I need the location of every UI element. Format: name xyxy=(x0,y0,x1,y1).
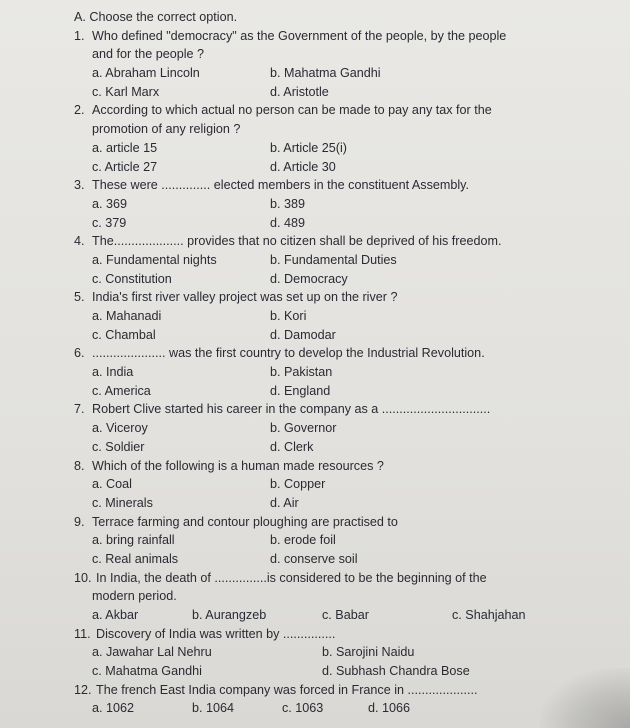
question-4: 4. The.................... provides that no citizen shall be deprived of his freedom. xyxy=(74,234,502,249)
question-9-options-row1 xyxy=(74,531,580,550)
question-2: 2. According to which actual no person can be made to pay any tax for the xyxy=(74,103,492,118)
question-8-options-row2 xyxy=(74,494,580,513)
option: b. Fundamental Duties xyxy=(270,252,397,267)
question-11: 11. Discovery of India was written by ............... xyxy=(74,626,336,641)
option: a. article 15 xyxy=(92,140,158,155)
option: d. 1066 xyxy=(368,701,411,716)
question-11-options-row2 xyxy=(74,662,580,681)
option: b. 1064 xyxy=(192,701,235,716)
option: c. Chambal xyxy=(92,327,156,342)
question-6-options-row2 xyxy=(74,382,580,401)
question-5: 5. India's first river valley project was set up on the river ? xyxy=(74,290,398,305)
question-2-cont: promotion of any religion ? xyxy=(92,122,241,137)
question-1-options-row2 xyxy=(74,83,580,102)
option: a. Mahanadi xyxy=(92,309,162,323)
option: d. 489 xyxy=(270,215,306,230)
option: c. 379 xyxy=(92,215,127,230)
option: d. Article 30 xyxy=(270,159,336,174)
question-12: 12. The french East India company was forced in France in .................... xyxy=(74,682,478,697)
question-2-options-row2 xyxy=(74,158,580,177)
question-7-options-row1 xyxy=(74,419,580,438)
option: c. Mahatma Gandhi xyxy=(92,664,202,679)
option: a. Viceroy xyxy=(92,421,148,436)
option: b. Kori xyxy=(270,309,307,323)
question-10-options xyxy=(74,606,580,625)
option: d. Subhash Chandra Bose xyxy=(322,664,470,679)
option: b. Mahatma Gandhi xyxy=(270,66,381,81)
option: a. Akbar xyxy=(92,608,139,622)
option: b. Copper xyxy=(270,477,326,492)
option: a. 369 xyxy=(92,196,128,211)
option: c. 1063 xyxy=(282,701,324,716)
question-1-cont: and for the people ? xyxy=(92,47,205,62)
question-10-cont: modern period. xyxy=(92,589,177,604)
question-1-options-row1 xyxy=(74,64,580,83)
question-4-options-row1 xyxy=(74,251,580,270)
question-6: 6. ..................... was the first country to develop the Industrial Revolution. xyxy=(74,346,485,361)
question-7-options-row2 xyxy=(74,438,580,457)
option: c. Article 27 xyxy=(92,159,158,174)
question-5-options-row1 xyxy=(74,307,580,326)
option: a. Abraham Lincoln xyxy=(92,66,200,81)
option: d. Clerk xyxy=(270,439,314,454)
option: b. Pakistan xyxy=(270,365,333,380)
question-5-options-row2 xyxy=(74,326,580,345)
question-3: 3. These were .............. elected members in the constituent Assembly. xyxy=(74,178,470,193)
option: a. bring rainfall xyxy=(92,533,175,548)
question-10: 10. In India, the death of ...............is considered to be the beginning of the xyxy=(74,570,487,585)
option: a. Coal xyxy=(92,477,132,492)
option: b. Aurangzeb xyxy=(192,608,267,622)
option: d. conserve soil xyxy=(270,551,358,566)
option: b. Governor xyxy=(270,421,337,436)
option: b. 389 xyxy=(270,196,306,211)
option: c. Shahjahan xyxy=(452,608,526,622)
option: a. India xyxy=(92,365,134,380)
option: c. America xyxy=(92,383,151,398)
question-7: 7. Robert Clive started his career in the company as a ............................... xyxy=(74,402,491,417)
option: c. Karl Marx xyxy=(92,84,160,99)
option: d. Democracy xyxy=(270,271,348,286)
question-3-options-row1 xyxy=(74,195,580,214)
question-2-options-row1 xyxy=(74,139,580,158)
question-8-options-row1 xyxy=(74,475,580,494)
option: c. Soldier xyxy=(92,439,145,454)
question-3-options-row2 xyxy=(74,214,580,233)
option: d. England xyxy=(270,383,331,398)
question-12-options xyxy=(74,699,580,718)
option: a. 1062 xyxy=(92,701,135,716)
option: b. Article 25(i) xyxy=(270,140,347,155)
question-11-options-row1 xyxy=(74,643,580,662)
question-4-options-row2 xyxy=(74,270,580,289)
option: a. Fundamental nights xyxy=(92,252,217,267)
option: b. erode foil xyxy=(270,533,336,548)
question-8: 8. Which of the following is a human made resources ? xyxy=(74,458,384,473)
shadow xyxy=(540,668,630,728)
option: d. Air xyxy=(270,495,299,510)
question-9: 9. Terrace farming and contour ploughing are practised to xyxy=(74,514,398,529)
question-1: 1. Who defined "democracy" as the Government of the people, by the people xyxy=(74,28,507,43)
option: d. Aristotle xyxy=(270,84,329,99)
option: c. Constitution xyxy=(92,271,172,286)
question-6-options-row1 xyxy=(74,363,580,382)
section-heading: A. Choose the correct option. xyxy=(74,10,238,24)
option: b. Sarojini Naidu xyxy=(322,645,415,660)
option: a. Jawahar Lal Nehru xyxy=(92,645,212,660)
option: c. Babar xyxy=(322,608,369,622)
question-9-options-row2 xyxy=(74,550,580,569)
option: d. Damodar xyxy=(270,327,336,342)
option: c. Minerals xyxy=(92,495,153,510)
option: c. Real animals xyxy=(92,551,179,566)
